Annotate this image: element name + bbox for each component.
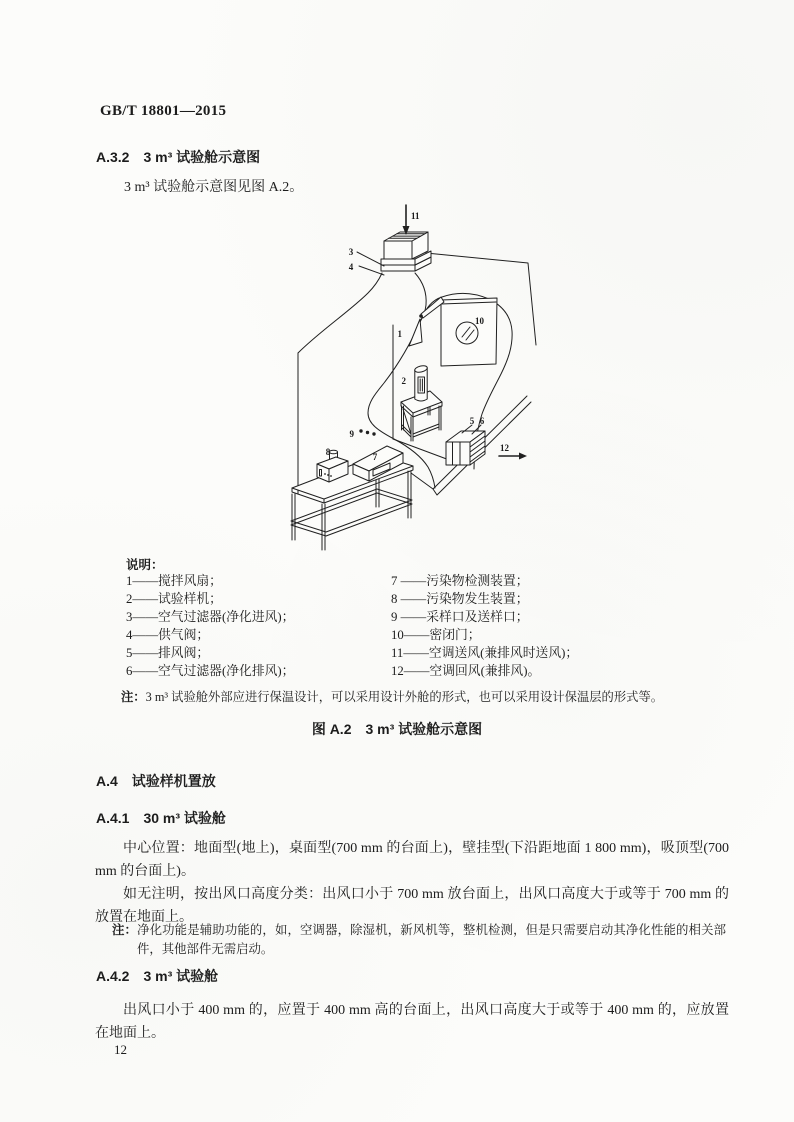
legend-left-column	[126, 572, 376, 680]
legend-right-column	[391, 572, 641, 680]
legend-item: 8 ——污染物发生装置；	[391, 592, 529, 606]
callout-10: 10	[475, 316, 484, 326]
return-air-arrow	[499, 453, 527, 460]
standard-number: GB/T 18801—2015	[100, 103, 227, 119]
note-label: 注：	[112, 923, 138, 937]
callout-7: 7	[372, 452, 378, 462]
leader-3	[357, 252, 384, 266]
figure-caption: 图 A.2 3 m³ 试验舱示意图	[311, 721, 483, 737]
sampling-ports	[359, 429, 375, 435]
note-text: 净化功能是辅助功能的，如，空调器，除湿机，新风机等，整机检测，但是只需要启动其净化性能的相关部件，其他部件无需启动。	[137, 923, 727, 956]
heading-a42: A.4.2 3 m³ 试验舱	[96, 968, 219, 984]
instrument-table	[291, 455, 413, 550]
legend-item: 11——空调送风(兼排风时送风)；	[391, 646, 579, 660]
note-text: 3 m³ 试验舱外部应进行保温设计，可以采用设计外舱的形式，也可以采用设计保温层的形式等。	[145, 690, 664, 704]
paragraph-a42-1: 出风口小于 400 mm 的，应置于 400 mm 高的台面上，出风口高度大于或等于 400 mm 的，应放置在地面上。	[95, 1003, 729, 1041]
a41-note	[112, 921, 726, 959]
leader-4	[359, 266, 384, 275]
legend-item: 10——密闭门；	[391, 628, 481, 642]
callout-9: 9	[349, 429, 354, 439]
callout-2: 2	[401, 376, 406, 386]
legend-item: 6——空气过滤器(净化排风)；	[126, 664, 295, 678]
legend-item: 7 ——污染物检测装置；	[391, 574, 529, 588]
legend-title: 说明：	[126, 558, 164, 572]
note-label: 注：	[121, 690, 146, 704]
heading-a32: A.3.2 3 m³ 试验舱示意图	[96, 149, 261, 165]
callout-3: 3	[348, 247, 354, 257]
callout-8: 8	[325, 447, 331, 457]
inlet-filter-box	[357, 232, 431, 275]
supply-air-arrow	[403, 205, 410, 235]
callout-6: 6	[479, 416, 485, 426]
figure-a2-diagram	[280, 203, 544, 553]
legend-item: 3——空气过滤器(净化进风)；	[126, 610, 295, 624]
legend-item: 9 ——采样口及送样口；	[391, 610, 529, 624]
legend-item: 1——搅拌风扇；	[126, 574, 222, 588]
heading-a41: A.4.1 30 m³ 试验舱	[96, 810, 226, 826]
sample-unit	[414, 365, 428, 401]
intro-paragraph: 3 m³ 试验舱示意图见图 A.2。	[124, 180, 304, 195]
exhaust-filter-box	[446, 425, 485, 465]
callout-11: 11	[411, 211, 420, 221]
paragraph-a41-2: 如无注明，按出风口高度分类：出风口小于 700 mm 放台面上，出风口高度大于或等于 700 mm 的放置在地面上。	[95, 887, 729, 925]
callout-12: 12	[500, 443, 509, 453]
figure-note	[121, 689, 727, 706]
page-number: 12	[114, 1042, 127, 1057]
legend-item: 12——空调回风(兼排风)。	[391, 664, 541, 678]
legend-item: 2——试验样机；	[126, 592, 222, 606]
sealed-door	[441, 298, 497, 366]
callout-4: 4	[348, 262, 354, 272]
heading-a4: A.4 试验样机置放	[96, 773, 216, 789]
pollutant-detector	[353, 446, 403, 481]
callout-5: 5	[469, 416, 475, 426]
legend-item: 4——供气阀；	[126, 628, 210, 642]
legend-item: 5——排风阀；	[126, 646, 210, 660]
callout-1: 1	[397, 329, 402, 339]
paragraph-a41-1: 中心位置：地面型(地上)，桌面型(700 mm 的台面上)，壁挂型(下沿距地面 1 800 mm)，吸顶型(700 mm 的台面上)。	[95, 841, 729, 879]
